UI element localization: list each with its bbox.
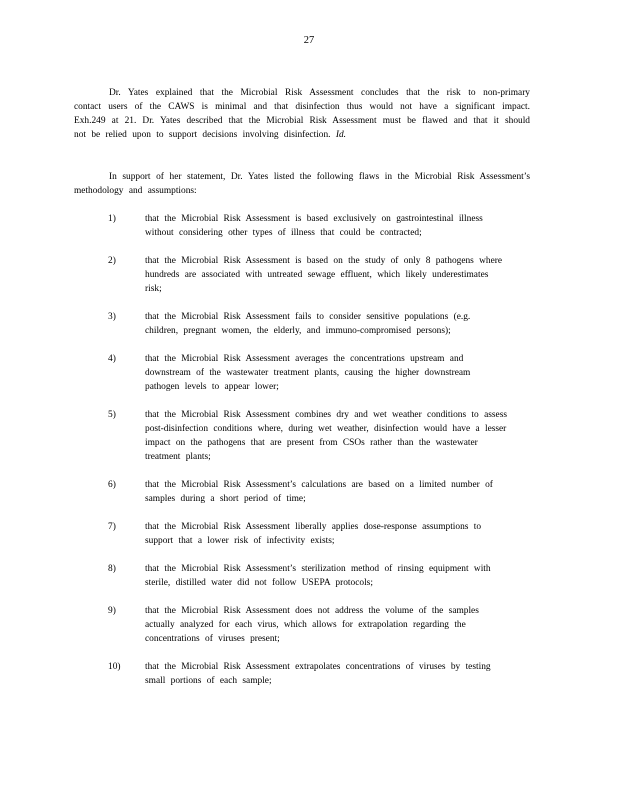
citation-id: Id. — [335, 130, 347, 140]
list-item — [108, 478, 508, 506]
list-item-text: that the Microbial Risk Assessment is based exclusively on gastrointestinal illness without considering other types of illness that could be contracted; — [145, 214, 483, 238]
list-item-text: that the Microbial Risk Assessment does not address the volume of the samples actually analyzed for each virus, which allows for extrapolation regarding the concentrations of viruses present; — [145, 606, 479, 644]
list-item — [108, 310, 508, 338]
list-item-number: 1) — [108, 214, 116, 224]
list-item — [108, 520, 508, 548]
list-item-text: that the Microbial Risk Assessment liberally applies dose-response assumptions to support that a lower risk of infectivity exists; — [145, 522, 482, 546]
list-item — [108, 660, 508, 688]
list-item-text: that the Microbial Risk Assessment is based on the study of only 8 pathogens where hundreds are associated with untreated sewage effluent, which likely underestimates risk; — [145, 256, 503, 294]
list-item-number: 2) — [108, 256, 116, 266]
list-item — [108, 352, 508, 394]
paragraph-text — [74, 86, 530, 142]
list-item-text: that the Microbial Risk Assessment extrapolates concentrations of viruses by testing small portions of each sample; — [145, 662, 491, 686]
list-item — [108, 254, 508, 296]
list-item-number: 4) — [108, 354, 116, 364]
flaws-list — [108, 212, 508, 701]
paragraph-text: In support of her statement, Dr. Yates listed the following flaws in the Microbial Risk Assessment’s methodology and assumptions: — [74, 172, 530, 196]
list-item-text: that the Microbial Risk Assessment’s calculations are based on a limited number of samples during a short period of time; — [145, 480, 493, 504]
list-item-number: 5) — [108, 410, 116, 420]
list-item-text: that the Microbial Risk Assessment fails to consider sensitive populations (e.g. children, pregnant women, the elderly, and immuno-compromised persons); — [145, 312, 471, 336]
list-item — [108, 408, 508, 464]
paragraph-flaws-intro — [74, 170, 530, 198]
paragraph-body: Dr. Yates explained that the Microbial Risk Assessment concludes that the risk to non-primary contact users of the CAWS is minimal and that disinfection thus would not have a significant impact. Exh.249 at 21. Dr. Yates described that the Microbial Risk Assessment must be flawed and that it should not be relied upon to support decisions involving disinfection. — [74, 88, 530, 140]
list-item-text: that the Microbial Risk Assessment averages the concentrations upstream and downstream of the wastewater treatment plants, causing the higher downstream pathogen levels to appear lower; — [145, 354, 471, 392]
list-item-number: 8) — [108, 564, 116, 574]
list-item-number: 6) — [108, 480, 116, 490]
list-item — [108, 562, 508, 590]
list-item-text: that the Microbial Risk Assessment’s sterilization method of rinsing equipment with sterile, distilled water did not follow USEPA protocols; — [145, 564, 491, 588]
page-number: 27 — [303, 35, 315, 46]
list-item-number: 9) — [108, 606, 116, 616]
list-item-number: 7) — [108, 522, 116, 532]
list-item — [108, 604, 508, 646]
list-item-text: that the Microbial Risk Assessment combines dry and wet weather conditions to assess post-disinfection conditions where, during wet weather, disinfection would have a lesser impact on the pathogens that are present from CSOs rather than the wastewater treatment plants; — [145, 410, 507, 462]
list-item-number: 10) — [108, 662, 121, 672]
list-item — [108, 212, 508, 240]
list-item-number: 3) — [108, 312, 116, 322]
paragraph-yates-explanation — [74, 86, 530, 142]
